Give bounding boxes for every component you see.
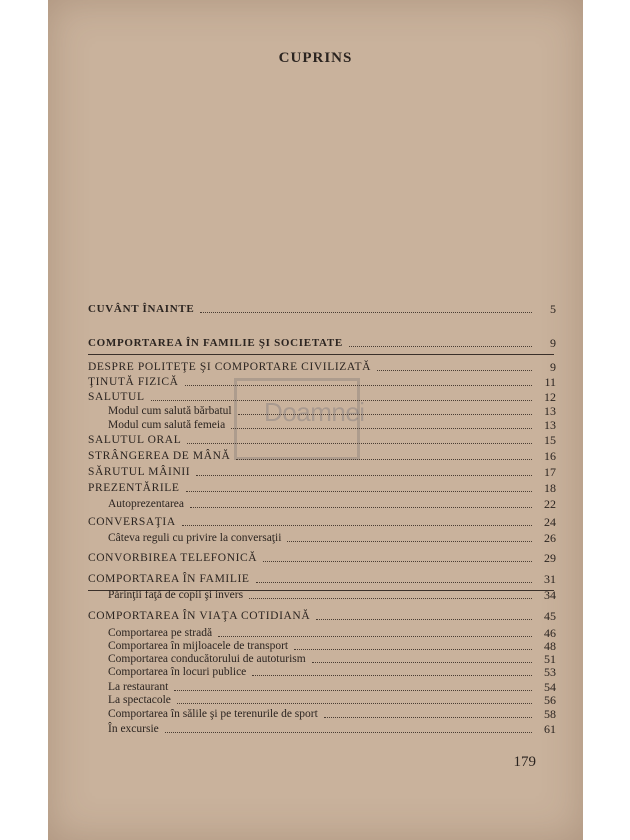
toc-entry — [88, 375, 556, 389]
toc-entry — [108, 652, 556, 666]
toc-entry — [88, 572, 556, 586]
dot-leader — [263, 560, 532, 562]
toc-entry — [88, 390, 556, 404]
page-title: CUPRINS — [278, 50, 353, 66]
book-page — [48, 0, 583, 840]
toc-entry-page: 11 — [544, 375, 556, 389]
toc-entry-page: 13 — [544, 418, 556, 432]
toc-entry-label: În excursie — [108, 723, 159, 735]
toc-entry-label: Părinţii faţă de copii şi invers — [108, 589, 244, 601]
dot-leader — [294, 648, 532, 650]
dot-leader — [324, 716, 532, 718]
toc-entry-label: COMPORTAREA ÎN VIAŢA COTIDIANĂ — [88, 610, 311, 622]
toc-entry-label: SĂRUTUL MÂINII — [88, 466, 191, 478]
toc-entry-page: 54 — [544, 680, 556, 694]
toc-entry-page: 26 — [544, 531, 556, 545]
toc-entry — [108, 680, 556, 694]
toc-entry-label: STRÂNGEREA DE MÂNĂ — [88, 450, 231, 462]
toc-entry-label: Câteva reguli cu privire la conversaţii — [108, 532, 282, 544]
dot-leader — [186, 490, 532, 492]
toc-entry-page: 58 — [544, 707, 556, 721]
dot-leader — [190, 506, 532, 508]
toc-entry-label: La restaurant — [108, 681, 169, 693]
toc-entry-page: 46 — [544, 626, 556, 640]
toc-entry-label: COMPORTAREA ÎN FAMILIE — [88, 573, 250, 585]
toc-entry — [88, 336, 556, 350]
toc-entry — [88, 449, 556, 463]
dot-leader — [287, 540, 532, 542]
toc-entry — [108, 639, 556, 653]
toc-entry — [108, 418, 556, 432]
toc-entry — [108, 693, 556, 707]
toc-entry — [88, 360, 556, 374]
toc-entry-page: 17 — [544, 465, 556, 479]
toc-entry-label: SALUTUL — [88, 391, 145, 403]
toc-entry-page: 48 — [544, 639, 556, 653]
toc-entry-label: Comportarea în locuri publice — [108, 666, 247, 678]
toc-entry-page: 16 — [544, 449, 556, 463]
toc-entry-page: 56 — [544, 693, 556, 707]
toc-entry-page: 45 — [544, 609, 556, 623]
dot-leader — [174, 689, 532, 691]
toc-entry-page: 22 — [544, 497, 556, 511]
dot-leader — [177, 702, 532, 704]
toc-entry-page: 61 — [544, 722, 556, 736]
toc-entry — [108, 531, 556, 545]
dot-leader — [185, 384, 532, 386]
dot-leader — [231, 427, 532, 429]
toc-entry-label: CUVÂNT ÎNAINTE — [88, 303, 195, 315]
toc-entry-label: La spectacole — [108, 694, 171, 706]
dot-leader — [349, 345, 532, 347]
toc-entry — [108, 722, 556, 736]
dot-leader — [187, 442, 532, 444]
toc-entry — [88, 465, 556, 479]
toc-entry-label: DESPRE POLITEŢE ŞI COMPORTARE CIVILIZATĂ — [88, 361, 372, 373]
toc-entry — [108, 707, 556, 721]
toc-entry-label: Modul cum salută femeia — [108, 419, 226, 431]
toc-entry — [108, 497, 556, 511]
toc-entry-page: 5 — [550, 302, 556, 316]
dot-leader — [182, 524, 532, 526]
toc-entry-page: 18 — [544, 481, 556, 495]
dot-leader — [165, 731, 532, 733]
toc-entry-label: CONVERSAŢIA — [88, 516, 176, 528]
toc-entry — [88, 609, 556, 623]
toc-entry-page: 13 — [544, 404, 556, 418]
toc-entry-label: Modul cum salută bărbatul — [108, 405, 232, 417]
section-divider — [88, 354, 554, 355]
toc-entry — [108, 665, 556, 679]
toc-entry-page: 15 — [544, 433, 556, 447]
dot-leader — [249, 597, 532, 599]
watermark-text: Doamnei — [264, 397, 365, 427]
page-number: 179 — [513, 754, 536, 770]
dot-leader — [196, 474, 532, 476]
toc-entry — [88, 551, 556, 565]
toc-entry — [88, 481, 556, 495]
toc-entry-page: 12 — [544, 390, 556, 404]
toc-entry-page: 9 — [550, 360, 556, 374]
toc-entry-page: 9 — [550, 336, 556, 350]
toc-entry — [108, 588, 556, 602]
toc-entry-page: 24 — [544, 515, 556, 529]
toc-entry — [108, 404, 556, 418]
toc-entry-label: Comportarea în mijloacele de transport — [108, 640, 289, 652]
dot-leader — [218, 635, 532, 637]
toc-entry-page: 53 — [544, 665, 556, 679]
dot-leader — [256, 581, 532, 583]
toc-entry — [88, 302, 556, 316]
toc-entry-label: PREZENTĂRILE — [88, 482, 180, 494]
toc-entry-label: ŢINUTĂ FIZICĂ — [88, 376, 179, 388]
dot-leader — [238, 413, 532, 415]
toc-entry-label: Autoprezentarea — [108, 498, 184, 510]
toc-entry — [88, 433, 556, 447]
toc-entry-page: 29 — [544, 551, 556, 565]
toc-entry — [108, 626, 556, 640]
toc-entry-label: COMPORTAREA ÎN FAMILIE ŞI SOCIETATE — [88, 337, 343, 349]
toc-entry-label: Comportarea conducătorului de autoturism — [108, 653, 306, 665]
toc-entry-label: CONVORBIREA TELEFONICĂ — [88, 552, 258, 564]
toc-entry-page: 51 — [544, 652, 556, 666]
dot-leader — [377, 369, 532, 371]
dot-leader — [252, 674, 532, 676]
toc-entry-label: Comportarea în sălile şi pe terenurile de sport — [108, 708, 318, 720]
dot-leader — [312, 661, 532, 663]
toc-entry-label: Comportarea pe stradă — [108, 627, 213, 639]
dot-leader — [200, 311, 532, 313]
toc-entry-page: 34 — [544, 588, 556, 602]
dot-leader — [236, 458, 532, 460]
dot-leader — [316, 618, 532, 620]
toc-entry-label: SALUTUL ORAL — [88, 434, 182, 446]
toc-entry — [88, 515, 556, 529]
dot-leader — [151, 399, 532, 401]
toc-entry-page: 31 — [544, 572, 556, 586]
